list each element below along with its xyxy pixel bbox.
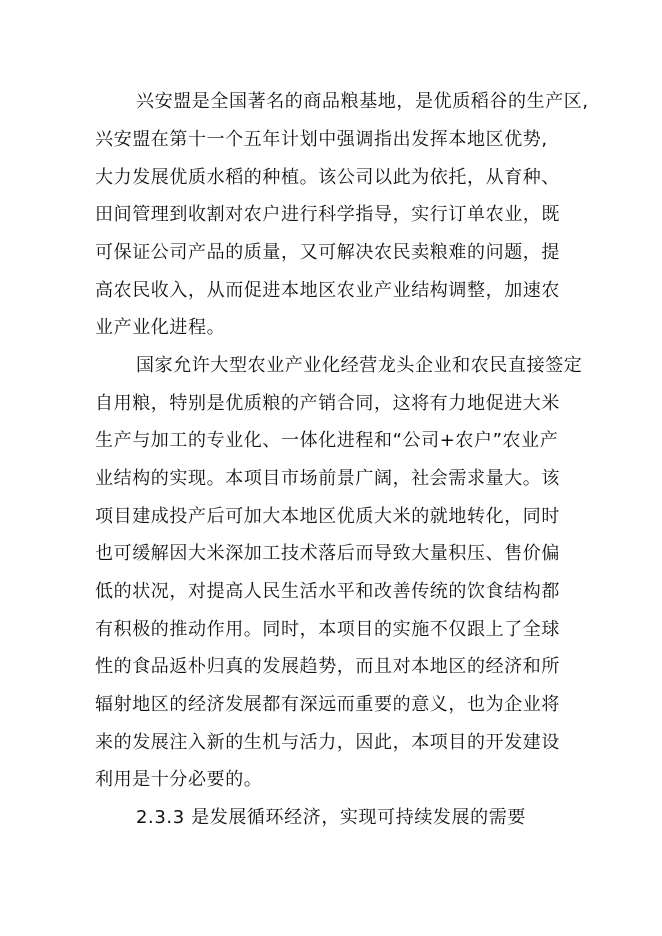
- text-line: 生产与加工的专业化、一体化进程和“公司+农户”农业产: [95, 430, 559, 451]
- text-line: 性的食品返朴归真的发展趋势，而且对本地区的经济和所: [95, 656, 560, 677]
- text-line: 业结构的实现。本项目市场前景广阔，社会需求量大。该: [95, 468, 560, 489]
- text-line: 低的状况，对提高人民生活水平和改善传统的饮食结构都: [95, 581, 560, 602]
- text-line: 也可缓解因大米深加工技术落后而导致大量积压、售价偏: [95, 543, 560, 564]
- text-line: 利用是十分必要的。: [95, 769, 263, 790]
- section-heading: 2.3.3 是发展循环经济，实现可持续发展的需要: [136, 807, 526, 828]
- text-line: 大力发展优质水稻的种植。该公司以此为依托，从育种、: [95, 167, 560, 188]
- text-line: 有积极的推动作用。同时，本项目的实施不仅跟上了全球: [95, 619, 560, 640]
- text-line: 国家允许大型农业产业化经营龙头企业和农民直接签定: [136, 355, 583, 376]
- text-line: 业产业化进程。: [95, 317, 226, 338]
- text-line: 兴安盟在第十一个五年计划中强调指出发挥本地区优势,: [95, 129, 548, 150]
- text-line: 来的发展注入新的生机与活力，因此，本项目的开发建设: [95, 732, 560, 753]
- text-line: 自用粮，特别是优质粮的产销合同，这将有力地促进大米: [95, 393, 560, 414]
- text-line: 辐射地区的经济发展都有深远而重要的意义，也为企业将: [95, 694, 560, 715]
- text-line: 田间管理到收割对农户进行科学指导，实行订单农业，既: [95, 204, 560, 225]
- text-line: 项目建成投产后可加大本地区优质大米的就地转化，同时: [95, 506, 560, 527]
- text-line: 高农民收入，从而促进本地区农业产业结构调整，加速农: [95, 280, 560, 301]
- text-line: 可保证公司产品的质量，又可解决农民卖粮难的问题，提: [95, 242, 560, 263]
- text-line: 兴安盟是全国著名的商品粮基地，是优质稻谷的生产区,: [136, 91, 589, 112]
